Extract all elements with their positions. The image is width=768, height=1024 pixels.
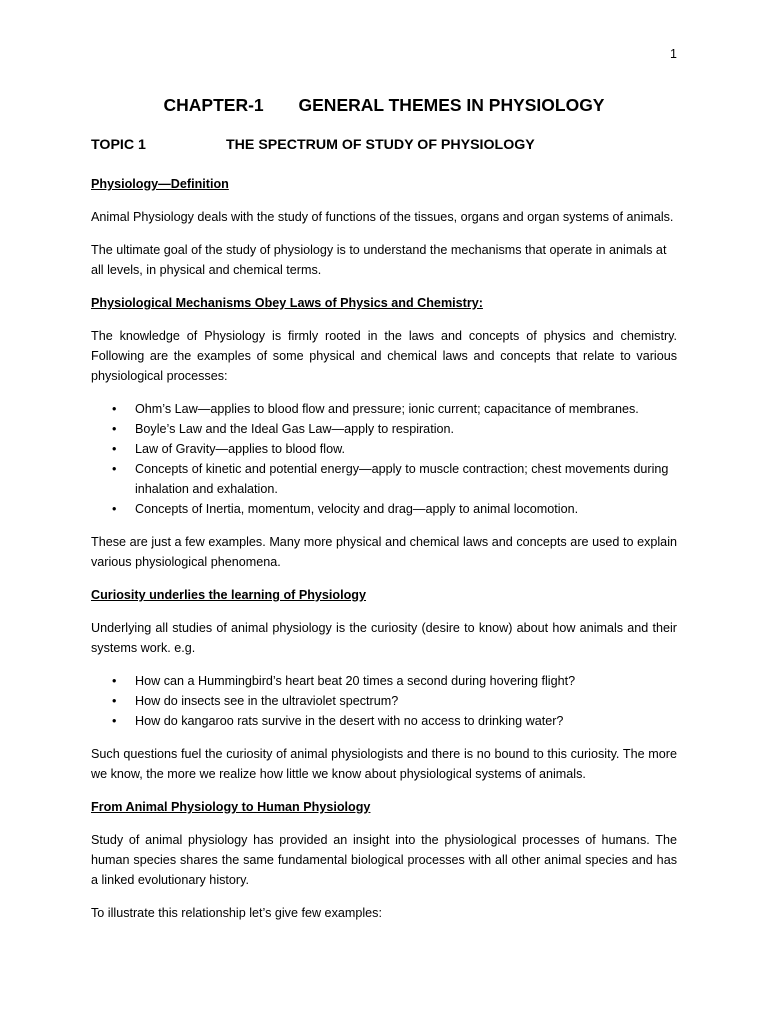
section-heading-curiosity: Curiosity underlies the learning of Physiology (91, 588, 367, 602)
bullet-icon: • (112, 442, 117, 456)
paragraph: Animal Physiology deals with the study of functions of the tissues, organs and organ systems of animals. (91, 210, 674, 224)
list-item-text: Concepts of kinetic and potential energy—apply to muscle contraction; chest movements during inhalation and exhalation. (135, 462, 669, 496)
page-number: 1 (670, 47, 677, 61)
list-item-text: Law of Gravity—applies to blood flow. (135, 442, 346, 456)
paragraph: The ultimate goal of the study of physiology is to understand the mechanisms that operate in animals at all levels, in physical and chemical terms. (91, 243, 667, 277)
bullet-list-laws (91, 399, 677, 519)
list-item (91, 439, 677, 459)
section-heading-mechanisms: Physiological Mechanisms Obey Laws of Physics and Chemistry: (91, 296, 483, 310)
paragraph: Such questions fuel the curiosity of animal physiologists and there is no bound to this curiosity. The more we know, the more we realize how little we know about physiological systems of animals. (91, 747, 677, 781)
list-item (91, 399, 677, 419)
chapter-number: CHAPTER-1 (163, 95, 264, 115)
list-item (91, 419, 677, 439)
bullet-icon: • (112, 502, 117, 516)
list-item-text: How do kangaroo rats survive in the desert with no access to drinking water? (135, 714, 564, 728)
paragraph: The knowledge of Physiology is firmly rooted in the laws and concepts of physics and chemistry. Following are the examples of some physical and chemical laws and concepts that relate to various physiological processes: (91, 329, 677, 383)
bullet-icon: • (112, 422, 117, 436)
list-item (91, 671, 677, 691)
document-body (91, 174, 677, 936)
section-heading-human: From Animal Physiology to Human Physiology (91, 800, 371, 814)
list-item (91, 459, 677, 499)
topic-heading (91, 137, 535, 153)
bullet-icon: • (112, 694, 117, 708)
chapter-name: GENERAL THEMES IN PHYSIOLOGY (298, 95, 605, 115)
section-heading-definition: Physiology—Definition (91, 177, 229, 191)
paragraph: Underlying all studies of animal physiology is the curiosity (desire to know) about how animals and their systems work. e.g. (91, 621, 677, 655)
bullet-icon: • (112, 402, 117, 416)
topic-number: TOPIC 1 (91, 137, 146, 153)
list-item-text: Ohm’s Law—applies to blood flow and pressure; ionic current; capacitance of membranes. (135, 402, 639, 416)
list-item-text: How can a Hummingbird’s heart beat 20 times a second during hovering flight? (135, 674, 576, 688)
list-item-text: How do insects see in the ultraviolet spectrum? (135, 694, 399, 708)
list-item-text: Concepts of Inertia, momentum, velocity and drag—apply to animal locomotion. (135, 502, 579, 516)
paragraph: These are just a few examples. Many more physical and chemical laws and concepts are used to explain various physiological phenomena. (91, 535, 677, 569)
chapter-title (0, 95, 768, 116)
paragraph: To illustrate this relationship let’s give few examples: (91, 906, 382, 920)
list-item (91, 711, 677, 731)
bullet-icon: • (112, 674, 117, 688)
bullet-icon: • (112, 462, 117, 476)
paragraph: Study of animal physiology has provided an insight into the physiological processes of humans. The human species shares the same fundamental biological processes with all other animal species and has a linked evolutionary history. (91, 833, 677, 887)
list-item (91, 499, 677, 519)
topic-title: THE SPECTRUM OF STUDY OF PHYSIOLOGY (226, 137, 535, 153)
bullet-icon: • (112, 714, 117, 728)
list-item (91, 691, 677, 711)
list-item-text: Boyle’s Law and the Ideal Gas Law—apply to respiration. (135, 422, 454, 436)
bullet-list-questions (91, 671, 677, 731)
